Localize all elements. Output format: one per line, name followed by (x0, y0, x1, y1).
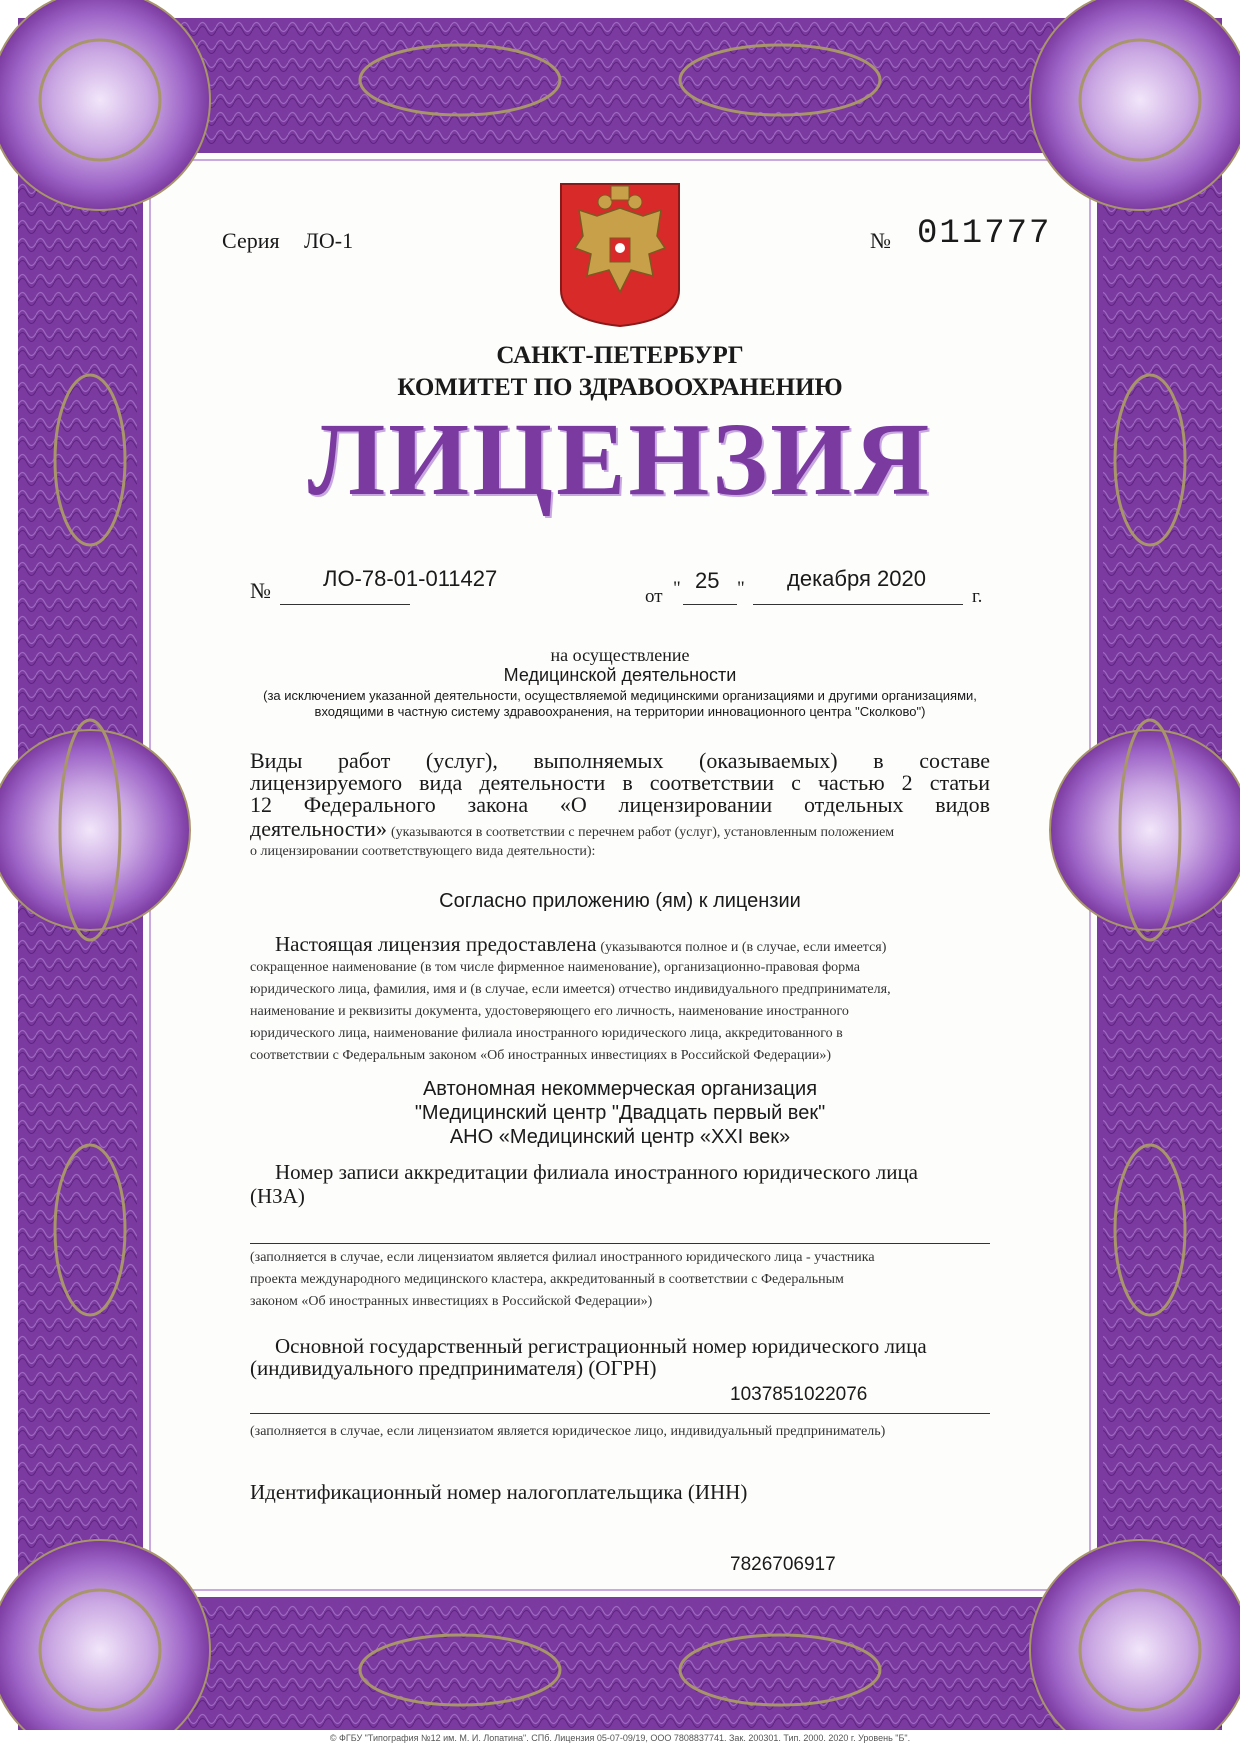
licensee-note-5: юридического лица, наименование филиала иностранного юридического лица, аккредитованного в (250, 1026, 843, 1041)
works-line-3: 12 Федерального закона «О лицензировании отдельных видов (250, 792, 990, 817)
licensee-intro-main: Настоящая лицензия предоставлена (275, 932, 597, 956)
license-number: ЛО-78-01-011427 (323, 566, 498, 591)
licensee-intro (275, 932, 886, 957)
licensee-name-1: Автономная некоммерческая организация (422, 1078, 818, 1100)
license-date-from: от (645, 586, 663, 607)
nza-label-1: Номер записи аккредитации филиала иностранного юридического лица (275, 1160, 919, 1184)
inn-label: Идентификационный номер налогоплательщика (ИНН) (250, 1480, 748, 1504)
licensee-note-3: юридического лица, фамилия, имя и (в случае, если имеется) отчество индивидуального предпринимателя, (250, 982, 891, 997)
license-month-line (753, 604, 963, 605)
ogrn-label-2: (индивидуального предпринимателя) (ОГРН) (250, 1356, 657, 1380)
works-line-4-main: деятельности» (250, 816, 387, 841)
form-number: 011777 (917, 215, 1052, 253)
licensee-note-4: наименование и реквизиты документа, удостоверяющего его личность, наименование иностранного (250, 1004, 849, 1019)
nza-note-3: законом «Об иностранных инвестициях в Российской Федерации») (250, 1294, 653, 1309)
license-day-line (683, 604, 737, 605)
activity-name: Медицинской деятельности (503, 665, 737, 685)
series-value: ЛО-1 (304, 228, 354, 253)
ogrn-value: 1037851022076 (730, 1384, 868, 1405)
ogrn-label-1: Основной государственный регистрационный номер юридического лица (275, 1334, 927, 1358)
coat-of-arms-icon (557, 180, 683, 328)
ogrn-value-line (250, 1413, 990, 1414)
form-number-sign: № (870, 228, 891, 253)
works-line-2: лицензируемого вида деятельности в соответствии с частью 2 статьи (250, 770, 990, 795)
activity-note-2: входящими в частную систему здравоохранения, на территории инновационного центра "Сколково") (314, 704, 926, 719)
licensee-note-2: сокращенное наименование (в том числе фирменное наименование), организационно-правовая форма (250, 960, 860, 975)
activity-note-1: (за исключением указанной деятельности, осуществляемой медицинскими организациями и другими организациями, (263, 688, 977, 703)
inn-value: 7826706917 (730, 1554, 836, 1575)
nza-label-2: (НЗА) (250, 1184, 305, 1208)
works-line-4-note: (указываются в соответствии с перечнем работ (услуг), установленным положением (390, 825, 895, 840)
licensee-name-2: "Медицинский центр "Двадцать первый век" (414, 1102, 826, 1124)
series-label: Серия (222, 228, 280, 253)
works-line-4 (250, 816, 894, 842)
nza-note-2: проекта международного медицинского кластера, аккредитованный в соответствии с Федеральным (250, 1272, 844, 1287)
license-year-suffix: г. (972, 586, 983, 607)
licensee-note-6: соответствии с Федеральным законом «Об иностранных инвестициях в Российской Федерации») (250, 1048, 832, 1063)
license-number-sign: № (250, 578, 271, 603)
license-month-year: декабря 2020 (787, 566, 926, 591)
license-day-close-quote: " (737, 578, 745, 599)
printer-imprint: © ФГБУ "Типография №12 им. М. И. Лопатина". СПб. Лицензия 05-07-09/19, ООО 7808837741. Зак. 200301. Тип. 2000. 2020 г. Уровень "Б". (329, 1733, 911, 1743)
nza-note-1: (заполняется в случае, если лицензиатом является филиал иностранного юридического лица - участника (250, 1250, 875, 1265)
document-title: ЛИЦЕНЗИЯ (307, 402, 933, 517)
activity-prefix: на осуществление (550, 645, 690, 665)
nza-value-line (250, 1243, 990, 1244)
works-value: Согласно приложению (ям) к лицензии (439, 890, 801, 912)
authority-city: САНКТ-ПЕТЕРБУРГ (496, 342, 744, 369)
license-number-line (280, 604, 410, 605)
works-line-1: Виды работ (услуг), выполняемых (оказываемых) в составе (250, 748, 990, 773)
authority-committee: КОМИТЕТ ПО ЗДРАВООХРАНЕНИЮ (397, 374, 843, 401)
ogrn-note: (заполняется в случае, если лицензиатом является юридическое лицо, индивидуальный предприниматель) (250, 1424, 886, 1439)
licensee-intro-note: (указываются полное и (в случае, если имеется) (600, 940, 887, 955)
license-day-open-quote: " (673, 578, 681, 599)
licensee-name-3: АНО «Медицинский центр «XXI век» (449, 1126, 791, 1148)
license-day: 25 (695, 568, 720, 593)
works-line-5-note: о лицензировании соответствующего вида деятельности): (250, 844, 596, 859)
